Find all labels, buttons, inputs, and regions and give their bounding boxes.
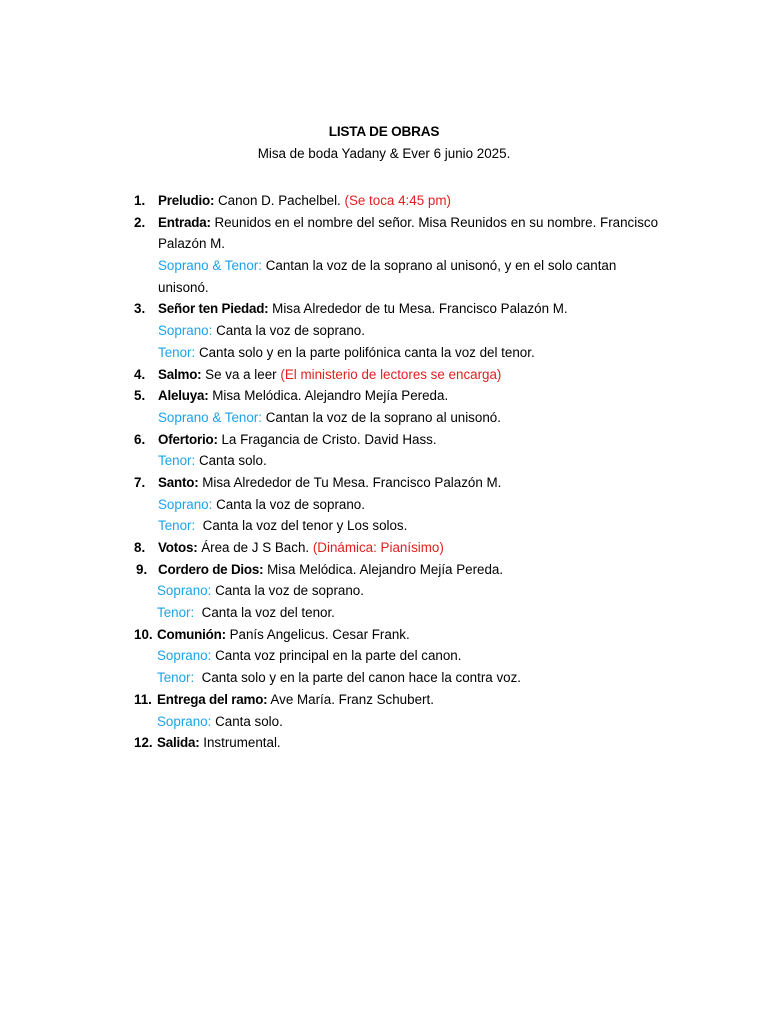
voice-text: Canta solo. — [211, 713, 283, 729]
voice-label: Soprano: — [157, 648, 212, 664]
item-number: 11. — [134, 691, 152, 707]
list-item-comunion — [0, 626, 768, 648]
item-title: Salida: — [157, 735, 200, 751]
voice-text: Canta solo y en la parte del canon hace la contra voz. — [194, 670, 522, 686]
page-subtitle: Misa de boda Yadany & Ever 6 junio 2025. — [257, 146, 511, 161]
item-text: Se va a leer — [201, 366, 281, 382]
voice-label: Tenor: — [157, 605, 195, 621]
item-text: Misa Alrededor de tu Mesa. Francisco Palazón M. — [268, 301, 568, 317]
voice-line — [0, 322, 768, 344]
item-title: Entrega del ramo: — [157, 691, 268, 707]
item-text: Panís Angelicus. Cesar Frank. — [225, 626, 410, 642]
voice-label: Tenor: — [158, 518, 196, 534]
list-item-entrada — [0, 214, 768, 236]
item-text: Misa Melódica. Alejandro Mejía Pereda. — [208, 388, 449, 404]
voice-label: Soprano & Tenor: — [158, 258, 262, 274]
item-title: Señor ten Piedad: — [158, 301, 269, 317]
list-item-entrega-del-ramo — [0, 691, 768, 713]
voice-label: Soprano & Tenor: — [158, 409, 262, 425]
item-number: 5. — [134, 388, 146, 404]
item-title: Ofertorio: — [158, 431, 218, 447]
list-item-votos — [0, 539, 768, 561]
voice-text: Canta la voz del tenor. — [194, 605, 335, 621]
voice-text: Canta la voz de soprano. — [212, 323, 365, 339]
item-number: 4. — [134, 366, 146, 382]
voice-label: Tenor: — [157, 670, 195, 686]
voice-label: Soprano: — [157, 713, 212, 729]
item-number: 3. — [134, 301, 146, 317]
list-item-ofertorio — [0, 431, 768, 453]
item-text: Misa Melódica. Alejandro Mejía Pereda. — [263, 561, 504, 577]
list-item-santo — [0, 474, 768, 496]
list-item-senor-ten-piedad — [0, 300, 768, 322]
voice-line — [0, 604, 768, 626]
item-text-continuation: Palazón M. — [158, 236, 225, 252]
voice-text: Cantan la voz de la soprano al unisonó, y en el solo cantan — [261, 258, 617, 274]
voice-line — [0, 713, 768, 735]
voice-label: Soprano: — [158, 496, 213, 512]
voice-text: Canta voz principal en la parte del canon. — [211, 648, 462, 664]
voice-line — [0, 669, 768, 691]
voice-label: Tenor: — [158, 344, 196, 360]
item-title: Cordero de Dios: — [158, 561, 264, 577]
item-number: 7. — [134, 474, 146, 490]
item-text: La Fragancia de Cristo. David Hass. — [217, 431, 437, 447]
voice-line — [0, 582, 768, 604]
list-item-salmo — [0, 366, 768, 388]
page-title: LISTA DE OBRAS — [328, 124, 440, 139]
list-item-preludio — [0, 192, 768, 214]
voice-line — [0, 496, 768, 518]
voice-text-continuation: unisonó. — [158, 279, 209, 295]
works-list — [0, 192, 768, 756]
voice-text: Canta solo. — [195, 453, 267, 469]
voice-line — [0, 452, 768, 474]
item-text: Misa Alrededor de Tu Mesa. Francisco Palazón M. — [198, 474, 502, 490]
item-title: Aleluya: — [158, 388, 209, 404]
item-title: Preludio: — [158, 193, 215, 208]
voice-text: Canta la voz de soprano. — [212, 496, 365, 512]
voice-label: Soprano: — [158, 323, 213, 339]
voice-line — [0, 647, 768, 669]
item-text: Área de J S Bach. — [197, 540, 313, 555]
list-item-aleluya — [0, 387, 768, 409]
item-number: 8. — [134, 540, 146, 555]
item-number: 12. — [134, 735, 153, 751]
voice-line — [0, 344, 768, 366]
item-text: Reunidos en el nombre del señor. Misa Reunidos en su nombre. Francisco — [210, 214, 659, 230]
voice-line — [0, 257, 768, 279]
item-title: Salmo: — [158, 366, 202, 382]
item-title: Entrada: — [158, 214, 211, 230]
item-number: 6. — [134, 431, 146, 447]
item-note: (Dinámica: Pianísimo) — [312, 540, 444, 555]
voice-text: Canta la voz de soprano. — [211, 583, 364, 599]
voice-label: Tenor: — [158, 453, 196, 469]
voice-line — [0, 409, 768, 431]
item-title: Comunión: — [157, 626, 226, 642]
voice-text: Cantan la voz de la soprano al unisonó. — [261, 409, 501, 425]
list-item-cordero-de-dios — [0, 561, 768, 583]
item-number: 10. — [134, 626, 153, 642]
item-text: Ave María. Franz Schubert. — [267, 691, 434, 707]
voice-line — [0, 517, 768, 539]
item-number: 9. — [136, 561, 148, 577]
item-number: 1. — [134, 193, 146, 208]
voice-label: Soprano: — [157, 583, 212, 599]
item-title: Votos: — [158, 540, 198, 555]
item-number: 2. — [134, 214, 146, 230]
item-note: (El ministerio de lectores se encarga) — [280, 366, 502, 382]
voice-text: Canta la voz del tenor y Los solos. — [195, 518, 408, 534]
item-text: Instrumental. — [199, 735, 281, 751]
list-item-salida — [0, 734, 768, 756]
item-text: Canon D. Pachelbel. — [214, 193, 345, 208]
item-note: (Se toca 4:45 pm) — [344, 193, 451, 208]
item-title: Santo: — [158, 474, 199, 490]
voice-text: Canta solo y en la parte polifónica canta la voz del tenor. — [195, 344, 535, 360]
